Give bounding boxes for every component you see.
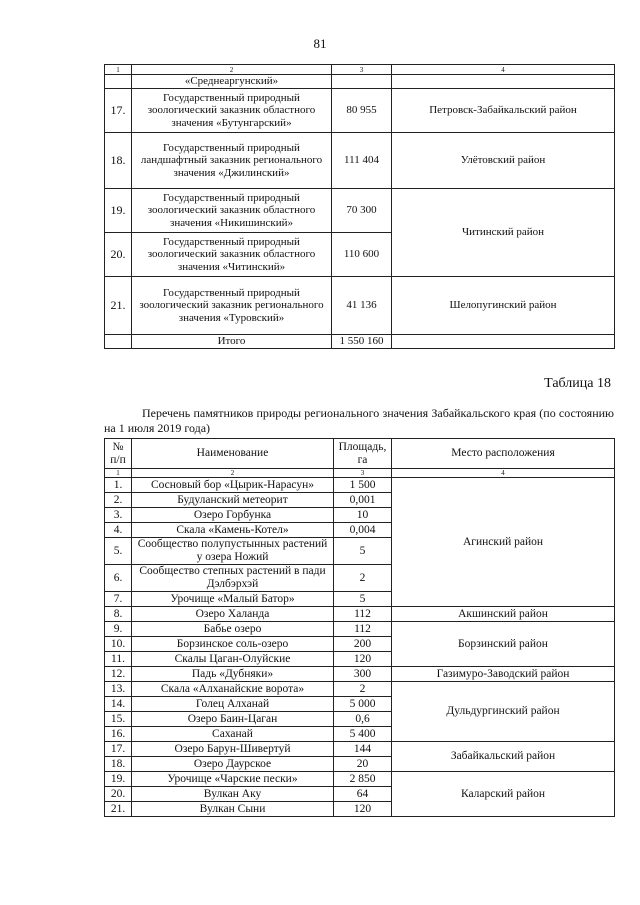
- monument-name: Скала «Алханайские ворота»: [132, 682, 334, 697]
- monument-area: 5: [334, 538, 392, 565]
- monument-location: Агинский район: [392, 478, 615, 607]
- monument-area: 200: [334, 637, 392, 652]
- monument-area: 112: [334, 607, 392, 622]
- monument-location: Акшинский район: [392, 607, 615, 622]
- header-row: [105, 439, 615, 469]
- header-name: Наименование: [132, 439, 334, 469]
- monument-location: Газимуро-Заводский район: [392, 667, 615, 682]
- table-row: [105, 75, 615, 89]
- row-number: 20.: [105, 787, 132, 802]
- monument-area: 64: [334, 787, 392, 802]
- row-number: 21.: [105, 802, 132, 817]
- monument-location: Борзинский район: [392, 622, 615, 667]
- monument-location: Забайкальский район: [392, 742, 615, 772]
- row-number: 17.: [105, 742, 132, 757]
- monument-area: 10: [334, 508, 392, 523]
- reserve-area: 70 300: [332, 189, 392, 233]
- row-number: 2.: [105, 493, 132, 508]
- row-number: 13.: [105, 682, 132, 697]
- row-number: 6.: [105, 565, 132, 592]
- monument-name: Урочище «Чарские пески»: [132, 772, 334, 787]
- row-number: 17.: [105, 89, 132, 133]
- monument-name: Бабье озеро: [132, 622, 334, 637]
- table-row: [105, 682, 615, 697]
- reserve-name: «Среднеаргунский»: [132, 75, 332, 89]
- total-label: Итого: [132, 335, 332, 349]
- table-row: [105, 742, 615, 757]
- reserve-location: Улётовский район: [392, 133, 615, 189]
- reserve-location: Читинский район: [392, 189, 615, 277]
- monument-name: Голец Алханай: [132, 697, 334, 712]
- row-number: 18.: [105, 133, 132, 189]
- row-number: 8.: [105, 607, 132, 622]
- monument-area: 2 850: [334, 772, 392, 787]
- row-number: 3.: [105, 508, 132, 523]
- monument-name: Скала «Камень-Котел»: [132, 523, 334, 538]
- reserve-area: 110 600: [332, 233, 392, 277]
- table-caption: Перечень памятников природы регионального значения Забайкальского края (по состоянию на 1 июля 2019 года): [104, 406, 614, 435]
- monument-area: 120: [334, 652, 392, 667]
- reserve-name: Государственный природный зоологический заказник областного значения «Бутунгарский»: [132, 89, 332, 133]
- header-location: Место расположения: [392, 439, 615, 469]
- table-title: Таблица 18: [544, 376, 611, 391]
- monument-name: Озеро Баин-Цаган: [132, 712, 334, 727]
- monument-area: 1 500: [334, 478, 392, 493]
- row-number: 14.: [105, 697, 132, 712]
- row-number: 9.: [105, 622, 132, 637]
- monument-name: Сосновый бор «Цырик-Нарасун»: [132, 478, 334, 493]
- row-number: 19.: [105, 772, 132, 787]
- monument-area: 2: [334, 682, 392, 697]
- monument-name: Борзинское соль-озеро: [132, 637, 334, 652]
- monument-area: 2: [334, 565, 392, 592]
- reserves-table-continuation: [104, 64, 615, 349]
- total-row: [105, 335, 615, 349]
- monument-area: 112: [334, 622, 392, 637]
- monument-area: 0,6: [334, 712, 392, 727]
- monument-area: 20: [334, 757, 392, 772]
- monument-location: Дульдургинский район: [392, 682, 615, 742]
- monument-name: Саханай: [132, 727, 334, 742]
- table-row: [105, 189, 615, 233]
- table-row: [105, 667, 615, 682]
- monument-name: Скалы Цаган-Олуйские: [132, 652, 334, 667]
- reserve-area: 41 136: [332, 277, 392, 335]
- monument-area: 120: [334, 802, 392, 817]
- monument-area: 0,004: [334, 523, 392, 538]
- column-number-row: 1 2 3 4: [105, 469, 615, 478]
- monument-name: Падь «Дубняки»: [132, 667, 334, 682]
- monument-name: Урочище «Малый Батор»: [132, 592, 334, 607]
- row-number: 5.: [105, 538, 132, 565]
- row-number: 20.: [105, 233, 132, 277]
- table-row: [105, 607, 615, 622]
- monument-name: Вулкан Сыни: [132, 802, 334, 817]
- reserve-location: Петровск-Забайкальский район: [392, 89, 615, 133]
- monument-name: Сообщество степных растений в пади Дэлбэрхэй: [132, 565, 334, 592]
- monument-area: 0,001: [334, 493, 392, 508]
- reserve-name: Государственный природный зоологический заказник областного значения «Никишинский»: [132, 189, 332, 233]
- monument-name: Озеро Даурское: [132, 757, 334, 772]
- row-number: 12.: [105, 667, 132, 682]
- monument-name: Озеро Барун-Шивертуй: [132, 742, 334, 757]
- monument-name: Вулкан Аку: [132, 787, 334, 802]
- row-number: 7.: [105, 592, 132, 607]
- row-number: 10.: [105, 637, 132, 652]
- page-number: 81: [313, 36, 327, 51]
- row-number: 1.: [105, 478, 132, 493]
- monument-area: 5: [334, 592, 392, 607]
- monument-location: Каларский район: [392, 772, 615, 817]
- monument-name: Сообщество полупустынных растений у озера Ножий: [132, 538, 334, 565]
- reserve-area: 111 404: [332, 133, 392, 189]
- column-number-row: 1 2 3 4: [105, 65, 615, 75]
- reserve-location: Шелопугинский район: [392, 277, 615, 335]
- row-number: 18.: [105, 757, 132, 772]
- monument-area: 300: [334, 667, 392, 682]
- reserve-name: Государственный природный зоологический заказник регионального значения «Туровский»: [132, 277, 332, 335]
- total-value: 1 550 160: [332, 335, 392, 349]
- table-row: [105, 89, 615, 133]
- monument-name: Озеро Горбунка: [132, 508, 334, 523]
- monument-name: Будуланский метеорит: [132, 493, 334, 508]
- table-row: [105, 622, 615, 637]
- reserve-area: 80 955: [332, 89, 392, 133]
- table-row: [105, 772, 615, 787]
- monument-area: 5 400: [334, 727, 392, 742]
- row-number: 21.: [105, 277, 132, 335]
- reserve-name: Государственный природный зоологический заказник областного значения «Читинский»: [132, 233, 332, 277]
- table-row: [105, 133, 615, 189]
- reserve-name: Государственный природный ландшафтный заказник регионального значения «Джилинский»: [132, 133, 332, 189]
- table-row: [105, 277, 615, 335]
- row-number: 19.: [105, 189, 132, 233]
- nature-monuments-table: [104, 438, 615, 817]
- table-row: [105, 478, 615, 493]
- header-number: № п/п: [105, 439, 132, 469]
- header-area: Площадь, га: [334, 439, 392, 469]
- monument-area: 144: [334, 742, 392, 757]
- monument-area: 5 000: [334, 697, 392, 712]
- monument-name: Озеро Халанда: [132, 607, 334, 622]
- row-number: 15.: [105, 712, 132, 727]
- row-number: 4.: [105, 523, 132, 538]
- row-number: 16.: [105, 727, 132, 742]
- row-number: 11.: [105, 652, 132, 667]
